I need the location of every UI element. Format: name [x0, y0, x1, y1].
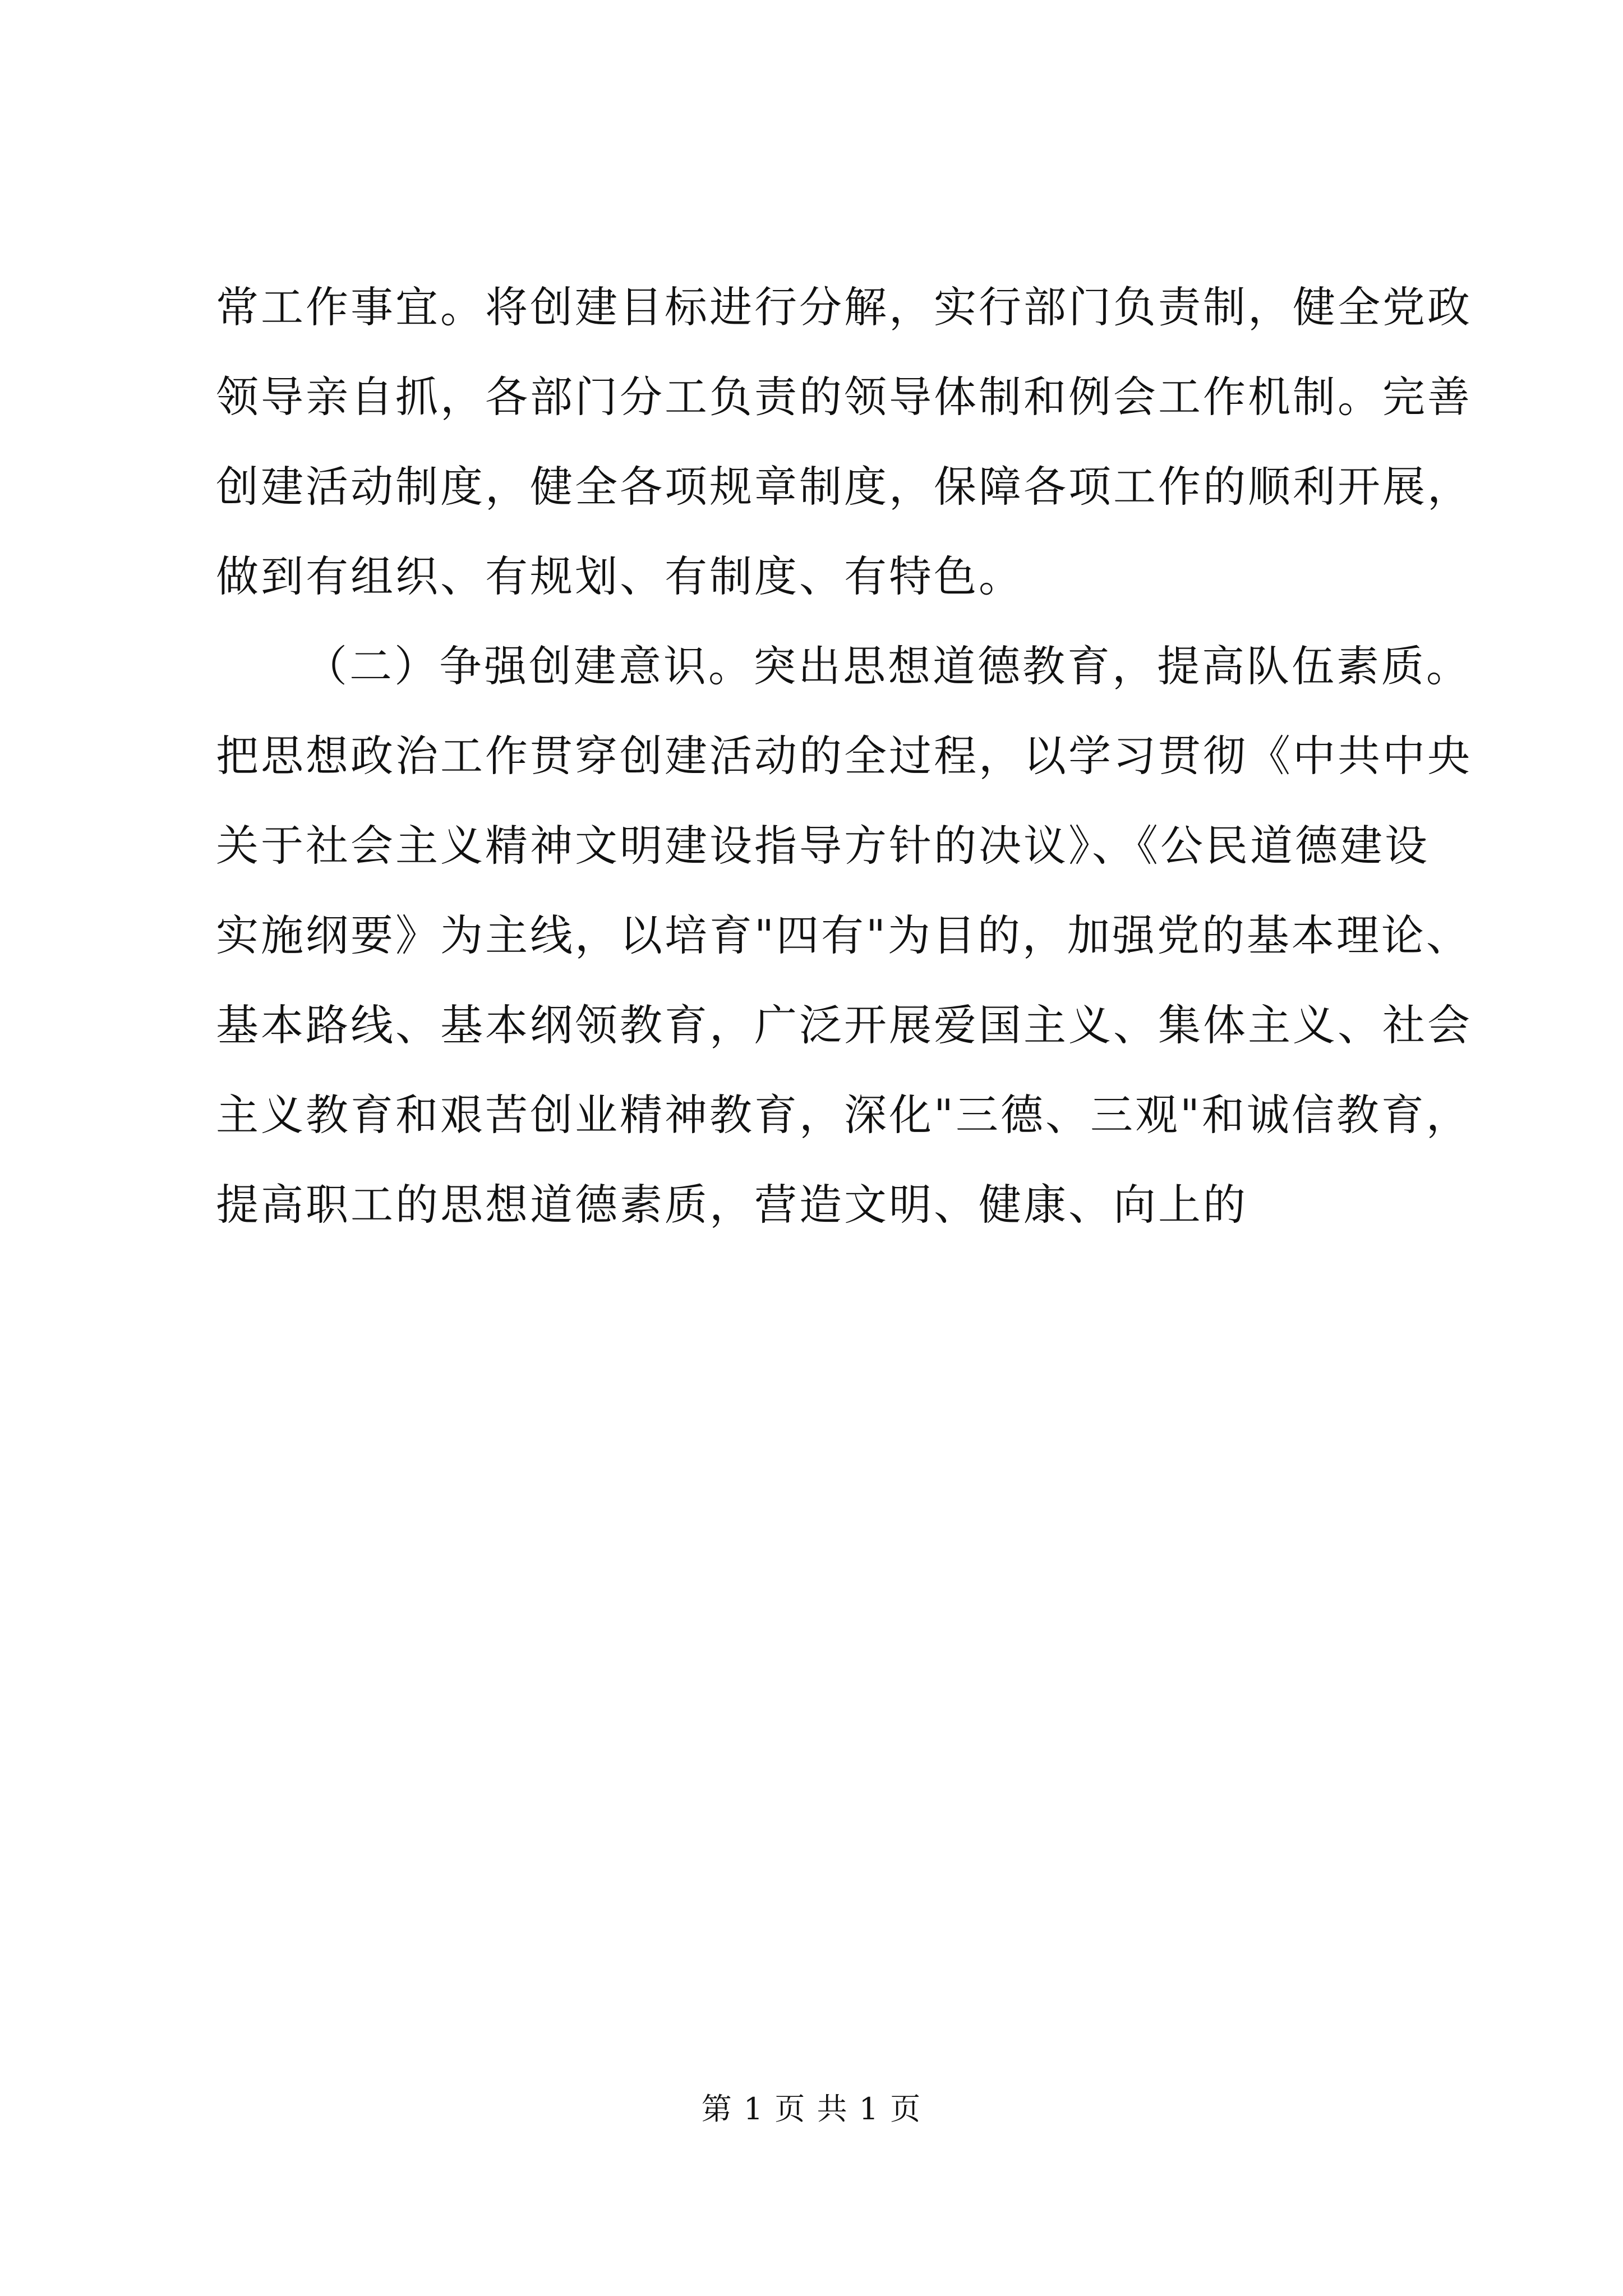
section-heading-line: （二）争强创建意识。突出思想道德教育，提高队伍素质。	[305, 641, 1471, 691]
paragraph-line: 常工作事宜。将创建目标进行分解，实行部门负责制，健全党政	[216, 282, 1472, 332]
page-footer: 第 1 页 共 1 页	[701, 2091, 922, 2127]
paragraph-line: 关于社会主义精神文明建设指导方针的决议》、《公民道德建设	[216, 821, 1430, 871]
paragraph-line: 领导亲自抓，各部门分工负责的领导体制和例会工作机制。完善	[216, 372, 1472, 422]
paragraph-line: 把思想政治工作贯穿创建活动的全过程，以学习贯彻《中共中央	[216, 731, 1472, 781]
paragraph-line: 创建活动制度，健全各项规章制度，保障各项工作的顺利开展，	[216, 462, 1472, 512]
paragraph-line: 基本路线、基本纲领教育，广泛开展爱国主义、集体主义、社会	[216, 1000, 1472, 1050]
paragraph-line: 实施纲要》为主线，以培育"四有"为目的，加强党的基本理论、	[216, 910, 1471, 960]
paragraph-line: 做到有组织、有规划、有制度、有特色。	[216, 551, 1023, 601]
paragraph-line: 提高职工的思想道德素质，营造文明、健康、向上的	[216, 1180, 1248, 1230]
paragraph-line: 主义教育和艰苦创业精神教育，深化"三德、三观"和诚信教育，	[216, 1090, 1471, 1140]
document-body	[216, 263, 1472, 1250]
